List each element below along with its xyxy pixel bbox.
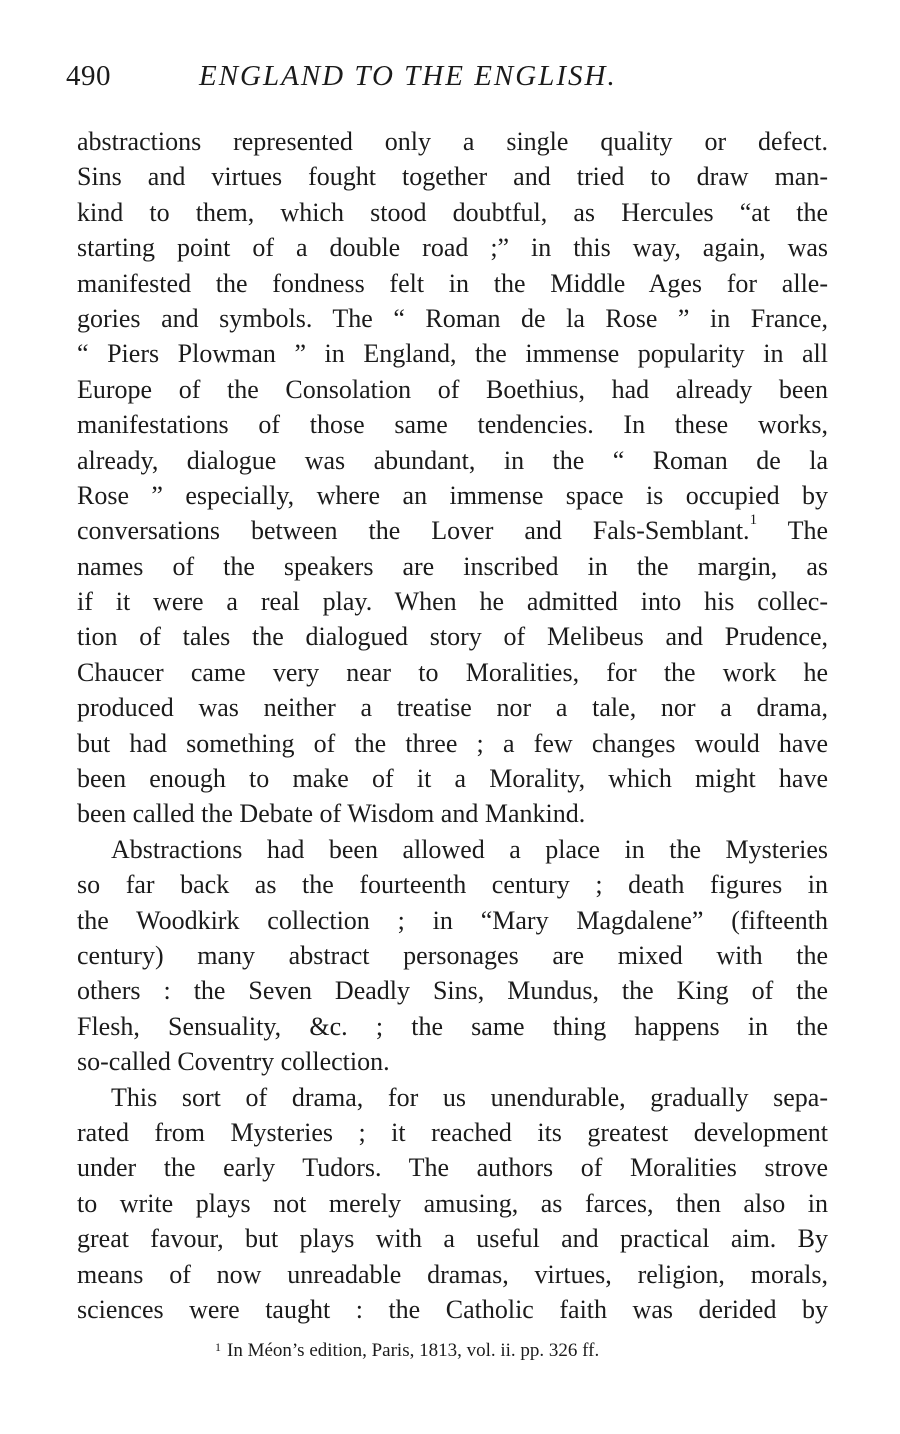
text-line: tion of tales the dialogued story of Melibeus and Prudence, <box>77 622 828 652</box>
running-header <box>66 60 846 100</box>
text-line: if it were a real play. When he admitted into his collec- <box>77 587 828 617</box>
running-title: ENGLAND TO THE ENGLISH. <box>199 60 617 92</box>
text-line: kind to them, which stood doubtful, as Hercules “at the <box>77 197 828 227</box>
page-number: 490 <box>66 60 111 92</box>
text-line: Flesh, Sensuality, &c. ; the same thing happens in the <box>77 1011 828 1041</box>
text-line: the Woodkirk collection ; in “Mary Magdalene” (fifteenth <box>77 905 828 935</box>
text-line: great favour, but plays with a useful and practical aim. By <box>77 1224 828 1254</box>
text-line: gories and symbols. The “ Roman de la Rose ” in France, <box>77 303 828 333</box>
text-segment: The <box>757 516 828 546</box>
text-line: This sort of drama, for us unendurable, gradually sepa- <box>111 1082 828 1112</box>
text-line: Abstractions had been allowed a place in the Mysteries <box>111 834 828 864</box>
text-line: “ Piers Plowman ” in England, the immense popularity in all <box>77 339 828 369</box>
text-line: others : the Seven Deadly Sins, Mundus, the King of the <box>77 976 828 1006</box>
footnote-reference[interactable]: 1 <box>749 512 758 529</box>
text-line: names of the speakers are inscribed in the margin, as <box>77 551 828 581</box>
text-line: produced was neither a treatise nor a tale, nor a drama, <box>77 693 828 723</box>
paragraph-2 <box>77 832 828 1080</box>
footnote-marker: 1 <box>215 1340 221 1354</box>
text-line: Rose ” especially, where an immense space is occupied by <box>77 480 828 510</box>
text-line: under the early Tudors. The authors of Moralities strove <box>77 1153 828 1183</box>
text-line: manifestations of those same tendencies. In these works, <box>77 410 828 440</box>
text-line: been enough to make of it a Morality, which might have <box>77 764 828 794</box>
text-line: already, dialogue was abundant, in the “ Roman de la <box>77 445 828 475</box>
text-line: starting point of a double road ;” in this way, again, was <box>77 233 828 263</box>
paragraph-3 <box>77 1080 828 1328</box>
text-line: Sins and virtues fought together and tried to draw man- <box>77 162 828 192</box>
text-line: means of now unreadable dramas, virtues, religion, morals, <box>77 1259 828 1289</box>
footnote-text: In Méon’s edition, Paris, 1813, vol. ii. pp. 326 ff. <box>227 1340 600 1361</box>
body-text <box>77 124 828 1327</box>
text-line: rated from Mysteries ; it reached its greatest development <box>77 1117 828 1147</box>
footnote <box>215 1340 815 1362</box>
text-line: to write plays not merely amusing, as farces, then also in <box>77 1188 828 1218</box>
text-line: abstractions represented only a single quality or defect. <box>77 127 828 156</box>
text-line-with-footnote <box>77 513 828 548</box>
text-line: so far back as the fourteenth century ; death figures in <box>77 870 828 900</box>
text-line: Chaucer came very near to Moralities, for the work he <box>77 657 828 687</box>
text-line: century) many abstract personages are mixed with the <box>77 940 828 970</box>
text-line: manifested the fondness felt in the Middle Ages for alle- <box>77 268 828 298</box>
paragraph-1 <box>77 124 828 832</box>
text-line: been called the Debate of Wisdom and Mankind. <box>77 799 586 829</box>
text-line: so-called Coventry collection. <box>77 1047 390 1077</box>
text-line: but had something of the three ; a few changes would have <box>77 728 828 758</box>
text-segment: conversations between the Lover and Fals-Semblant. <box>77 516 750 546</box>
text-line: Europe of the Consolation of Boethius, had already been <box>77 374 828 404</box>
text-line: sciences were taught : the Catholic faith was derided by <box>77 1294 828 1324</box>
